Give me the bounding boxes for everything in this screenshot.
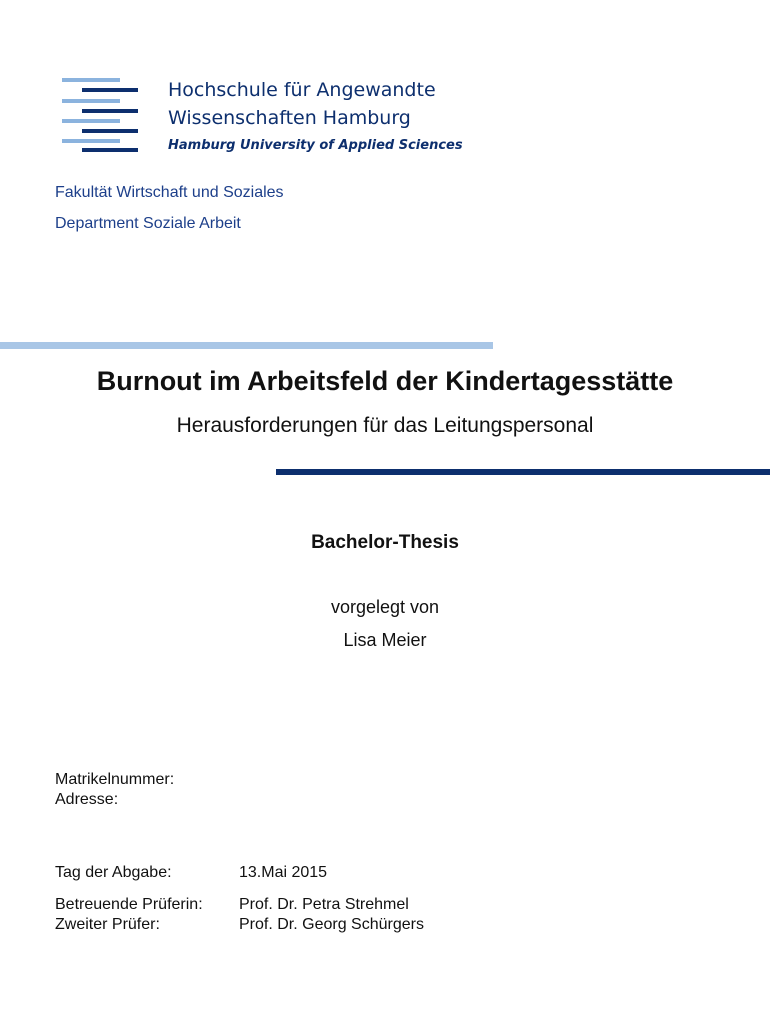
logo-stripe — [62, 99, 120, 103]
second-examiner-label: Zweiter Prüfer: — [55, 916, 160, 933]
logo-stripe — [82, 88, 138, 92]
university-name-english: Hamburg University of Applied Sciences — [168, 138, 463, 153]
address-label: Adresse: — [55, 791, 119, 808]
submitted-by-label: vorgelegt von — [330, 597, 440, 617]
logo-stripe — [82, 148, 138, 152]
supervisor-value: Prof. Dr. Petra Strehmel — [239, 896, 409, 913]
bottom-accent-bar — [276, 469, 770, 475]
university-name-line2: Wissenschaften Hamburg — [168, 107, 411, 129]
submission-date-label: Tag der Abgabe: — [55, 864, 172, 881]
department-name: Department Soziale Arbeit — [55, 215, 241, 232]
logo-stripe — [62, 119, 120, 123]
university-name-line1: Hochschule für Angewandte — [168, 79, 436, 101]
logo-stripe — [82, 109, 138, 113]
top-accent-bar — [0, 342, 493, 349]
thesis-type: Bachelor-Thesis — [311, 532, 459, 553]
logo-stripe — [62, 139, 120, 143]
faculty-name: Fakultät Wirtschaft und Soziales — [55, 184, 284, 201]
author-name: Lisa Meier — [343, 630, 427, 650]
submission-date-value: 13.Mai 2015 — [239, 864, 328, 881]
supervisor-label: Betreuende Prüferin: — [55, 896, 203, 913]
logo-stripe — [62, 78, 120, 82]
thesis-subtitle: Herausforderungen für das Leitungspersonal — [176, 414, 594, 437]
matrikel-label: Matrikelnummer: — [55, 771, 175, 788]
logo-stripe — [82, 129, 138, 133]
second-examiner-value: Prof. Dr. Georg Schürgers — [239, 916, 424, 933]
thesis-title: Burnout im Arbeitsfeld der Kindertagesstätte — [96, 366, 674, 396]
university-logo-icon — [60, 78, 140, 154]
